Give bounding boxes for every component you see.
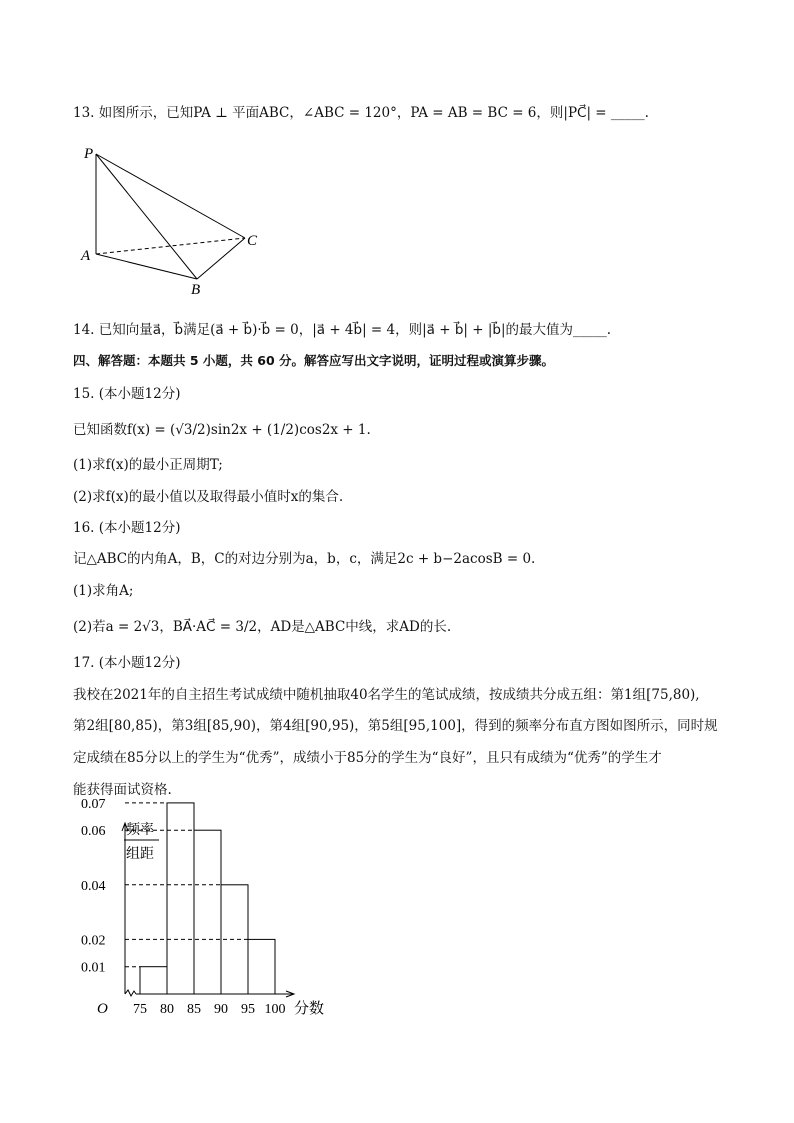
y-label-denominator: 组距 (126, 847, 154, 862)
pyramid-figure (78, 142, 278, 302)
histogram-bar (194, 830, 221, 994)
edge-ab (96, 254, 197, 279)
q17-title: 17. (本小题12分) (73, 655, 181, 671)
q13-text: 13. 如图所示，已知PA ⊥ 平面ABC，∠ABC = 120°，PA = AB = BC = 6，则|PC⃗| = _____. (73, 105, 649, 121)
histogram-bar (167, 803, 194, 994)
histogram-bar (248, 939, 275, 994)
q15-stem: 已知函数f(x) = (√3/2)sin2x + (1/2)cos2x + 1. (73, 422, 371, 438)
edge-bc (197, 238, 245, 279)
q16-part2: (2)若a = 2√3，BA⃗·AC⃗ = 3/2，AD是△ABC中线，求AD的长. (73, 619, 452, 635)
y-tick-label: 0.04 (81, 878, 106, 894)
q16-part1: (1)求角A; (73, 583, 134, 599)
q15-part2: (2)求f(x)的最小值以及取得最小值时x的集合. (73, 489, 344, 505)
q17-line4: 能获得面试资格. (73, 782, 172, 798)
origin-label: O (97, 1001, 108, 1017)
q16-stem: 记△ABC的内角A，B，C的对边分别为a，b，c，满足2c + b−2acosB = 0. (73, 551, 536, 567)
label-c: C (247, 233, 258, 249)
edge-pb (96, 154, 197, 279)
edge-pc (96, 154, 245, 238)
x-tick-label: 80 (160, 1002, 174, 1017)
y-tick-label: 0.06 (81, 824, 106, 840)
y-label-numerator: 频率 (126, 823, 154, 838)
q15-title: 15. (本小题12分) (73, 386, 181, 402)
x-tick-label: 85 (187, 1002, 201, 1017)
q15-part1: (1)求f(x)的最小正周期T; (73, 457, 223, 473)
x-tick-label: 100 (264, 1002, 286, 1017)
axis-break-mark (125, 990, 136, 996)
q17-line3: 定成绩在85分以上的学生为“优秀”，成绩小于85分的学生为“良好”，且只有成绩为“优秀”的学生才 (73, 750, 662, 766)
label-b: B (191, 282, 201, 298)
x-axis-label: 分数 (294, 1001, 325, 1017)
section4-heading: 四、解答题：本题共 5 小题，共 60 分。解答应写出文字说明，证明过程或演算步骤。 (73, 353, 555, 368)
y-tick-label: 0.02 (81, 933, 106, 949)
label-a: A (81, 248, 91, 264)
q17-line2: 第2组[80,85)，第3组[85,90)，第4组[90,95)，第5组[95,100]，得到的频率分布直方图如图所示，同时规 (73, 718, 718, 734)
x-tick-label: 95 (241, 1002, 255, 1017)
x-tick-label: 90 (214, 1002, 228, 1017)
q14-text: 14. 已知向量a⃗，b⃗满足(a⃗ + b⃗)·b⃗ = 0，|a⃗ + 4b⃗| = 4，则|a⃗ + b⃗| + |b⃗|的最大值为_____. (73, 322, 612, 338)
q17-line1: 我校在2021年的自主招生考试成绩中随机抽取40名学生的笔试成绩，按成绩共分成五组：第1组[75,80), (73, 687, 700, 703)
label-p: P (84, 146, 94, 162)
y-tick-label: 0.01 (81, 960, 106, 976)
x-tick-label: 75 (133, 1002, 147, 1017)
y-tick-label: 0.07 (81, 796, 106, 812)
histogram-bar (140, 967, 167, 994)
q16-title: 16. (本小题12分) (73, 520, 181, 536)
frequency-histogram (76, 796, 376, 1036)
